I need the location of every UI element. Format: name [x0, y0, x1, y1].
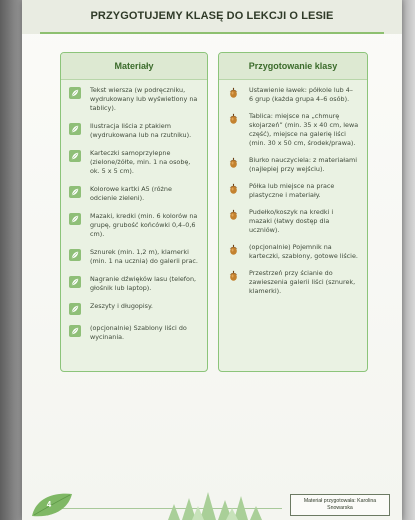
materials-item-line: głośnik lub laptop). [90, 284, 152, 292]
title-underline [40, 32, 384, 34]
classroom-prep-item-line: Półka lub miejsce na prace [249, 182, 335, 190]
classroom-prep-item-line: część), miejsce na galerię liści [249, 130, 346, 138]
classroom-prep-item-line: mazaki (łatwy dostęp dla [249, 217, 330, 225]
materials-item-line: grupę, grubość końcówki 0,4–0,6 [90, 221, 196, 229]
materials-item-line: (min. 1 na ucznia) do galerii prac. [90, 257, 198, 265]
classroom-prep-item [227, 112, 361, 148]
materials-item [69, 302, 201, 315]
materials-item-line: (opcjonalnie) Szablony liści do [90, 324, 187, 332]
classroom-prep-item [227, 156, 361, 174]
leaf-icon [69, 249, 81, 261]
materials-item-text [90, 275, 196, 293]
materials-item [69, 185, 201, 203]
materials-item [69, 149, 201, 176]
leaf-icon [69, 276, 81, 288]
materials-item-line: (zielone/żółte, min. 1 na osobę, [90, 158, 191, 166]
classroom-prep-item-line: Tablica: miejsce na „chmurę [249, 112, 340, 120]
classroom-prep-heading: Przygotowanie klasy [219, 53, 367, 80]
materials-item-line: cm). [90, 230, 105, 238]
classroom-prep-item-text [249, 182, 334, 200]
page-shadow-left [0, 0, 22, 520]
credit-box [290, 494, 390, 516]
classroom-prep-item-line: (min. 30 x 50 cm, środek/prawa). [249, 139, 356, 147]
classroom-prep-item [227, 86, 361, 104]
materials-item-line: odcienie zieleni). [90, 194, 145, 202]
classroom-prep-item-text [249, 208, 333, 235]
materials-item-line: Zeszyty i długopisy. [90, 302, 153, 310]
materials-item-line: ok. 5 x 5 cm). [90, 167, 134, 175]
classroom-prep-item [227, 243, 361, 261]
materials-item-text [90, 185, 172, 203]
acorn-icon [227, 208, 240, 221]
classroom-prep-item-line: plastyczne i materiały. [249, 191, 321, 199]
page-shadow-right [402, 0, 415, 520]
document-page [22, 0, 402, 520]
classroom-prep-item-text [249, 156, 357, 174]
classroom-prep-item-text [249, 243, 358, 261]
materials-item-text [90, 302, 153, 311]
materials-item-text [90, 324, 187, 342]
classroom-prep-item-line: Biurko nauczyciela: z materiałami [249, 156, 358, 164]
materials-item-line: Nagranie dźwięków lasu (telefon, [90, 275, 197, 283]
forest-trees-icon [158, 486, 268, 520]
classroom-prep-item-text [249, 86, 353, 104]
classroom-prep-item-line: Przestrzeń przy ścianie do [249, 269, 333, 277]
materials-item-line: Ilustracja liścia z ptakiem [90, 122, 171, 130]
classroom-prep-item [227, 208, 361, 235]
materials-item-line: Tekst wiersza (w podręczniku, [90, 86, 186, 94]
classroom-prep-item-line: karteczki, szablony, gotowe liście. [249, 252, 358, 260]
materials-item-text [90, 248, 198, 266]
leaf-icon [69, 123, 81, 135]
page-number: 4 [46, 500, 52, 509]
classroom-prep-item [227, 269, 361, 296]
classroom-prep-item-line: uczniów). [249, 226, 280, 234]
leaf-icon [69, 150, 81, 162]
materials-box [60, 52, 208, 372]
leaf-icon [69, 325, 81, 337]
classroom-prep-item-line: (opcjonalnie) Pojemnik na [249, 243, 332, 251]
acorn-icon [227, 156, 240, 169]
classroom-prep-item-line: Pudełko/koszyk na kredki i [249, 208, 334, 216]
materials-item-text [90, 122, 191, 140]
acorn-icon [227, 86, 240, 99]
classroom-prep-item-text [249, 112, 358, 148]
materials-item-text [90, 86, 197, 113]
acorn-icon [227, 243, 240, 256]
leaf-icon [69, 87, 81, 99]
materials-item-line: Mazaki, kredki (min. 6 kolorów na [90, 212, 198, 220]
classroom-prep-item-line: zawieszenia galerii liści (sznurek, [249, 278, 356, 286]
materials-item-line: tablicy). [90, 104, 116, 112]
leaf-icon [69, 186, 81, 198]
credit-line-1: Materiał przygotowała: Karolina [303, 498, 377, 504]
materials-item-line: wycinania. [90, 333, 125, 341]
materials-item [69, 212, 201, 239]
materials-item [69, 86, 201, 113]
materials-item-text [90, 149, 190, 176]
materials-item-line: wydrukowany lub wyświetlony na [90, 95, 198, 103]
materials-item-line: Sznurek (min. 1,2 m), klamerki [90, 248, 189, 256]
classroom-prep-item-line: skojarzeń” (min. 35 x 40 cm, lewa [249, 121, 359, 129]
materials-item-line: (wydrukowana lub na rzutniku). [90, 131, 192, 139]
classroom-prep-box [218, 52, 368, 372]
materials-item-line: Kolorowe kartki A5 (różne [90, 185, 172, 193]
acorn-icon [227, 269, 240, 282]
classroom-prep-item-line: 6 grup (każda grupa 4–6 osób). [249, 95, 350, 103]
classroom-prep-item-line: (najlepiej przy wejściu). [249, 165, 325, 173]
materials-item-text [90, 212, 197, 239]
materials-item-line: Karteczki samoprzylepne [90, 149, 171, 157]
materials-item [69, 275, 201, 293]
classroom-prep-list [219, 80, 367, 296]
credit-line-2: Snowarska [327, 505, 353, 511]
classroom-prep-item-line: Ustawienie ławek: półkole lub 4– [249, 86, 354, 94]
materials-list [61, 80, 207, 342]
classroom-prep-item-line: klamerki). [249, 287, 282, 295]
acorn-icon [227, 112, 240, 125]
acorn-icon [227, 182, 240, 195]
leaf-icon [69, 213, 81, 225]
classroom-prep-item-text [249, 269, 355, 296]
page-title: PRZYGOTUJEMY KLASĘ DO LEKCJI O LESIE [90, 10, 334, 22]
materials-item [69, 122, 201, 140]
classroom-prep-item [227, 182, 361, 200]
materials-item [69, 324, 201, 342]
materials-heading: Materiały [61, 53, 207, 80]
leaf-icon [69, 303, 81, 315]
materials-item [69, 248, 201, 266]
